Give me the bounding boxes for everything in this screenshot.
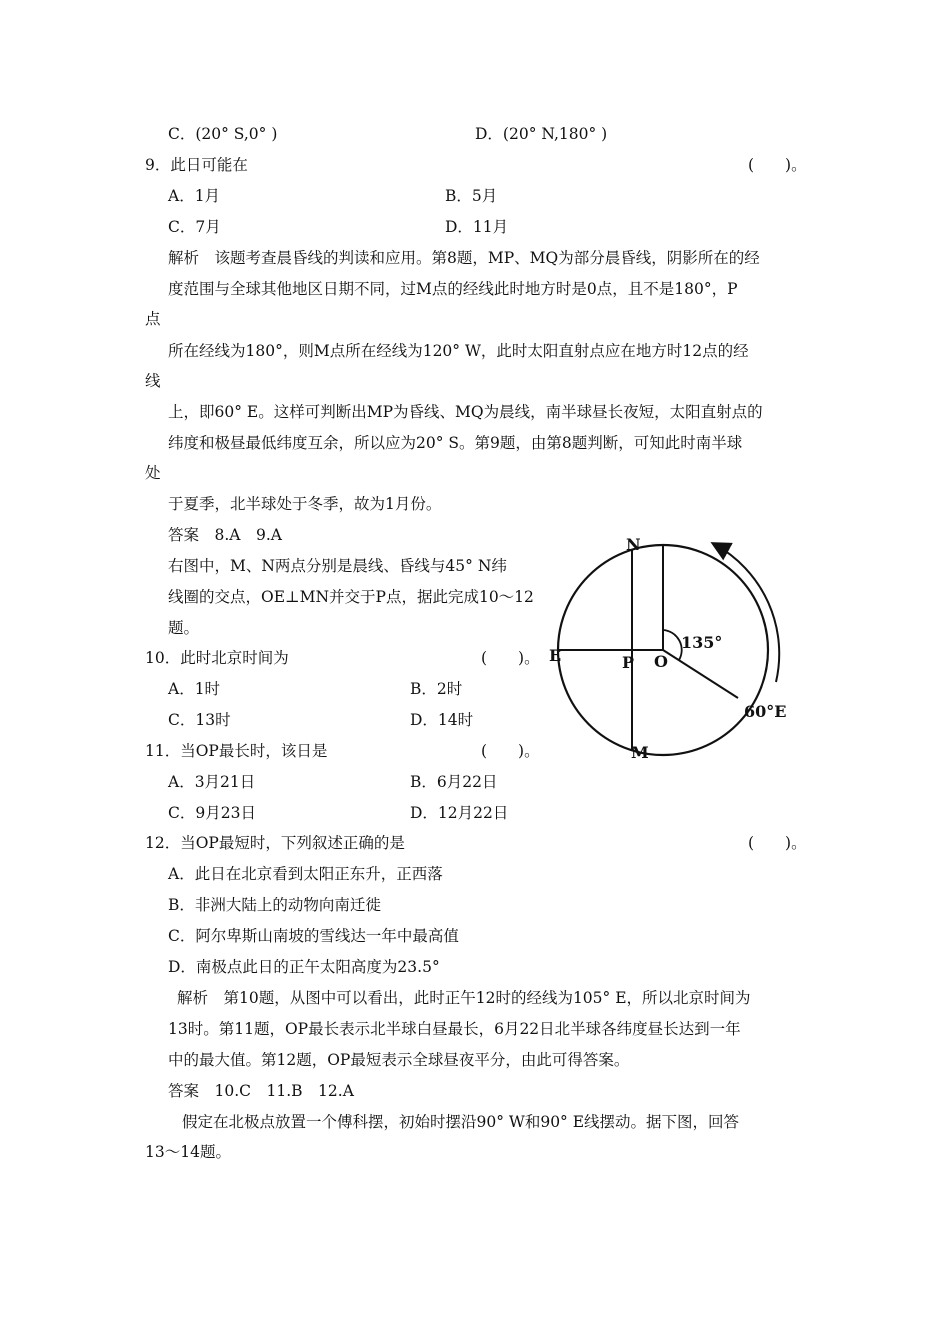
q10-option-a: A．1时 <box>168 680 221 698</box>
analysis-line: 解析 第10题，从图中可以看出，此时正午12时的经线为105° E，所以北京时间为 <box>177 989 751 1007</box>
analysis-line: 度范围与全球其他地区日期不同，过M点的经线此时地方时是0点，且不是180°，P <box>168 280 738 298</box>
q11-bracket: ( )。 <box>481 742 540 760</box>
q11-option-a: A．3月21日 <box>168 773 256 791</box>
label-n: N <box>626 535 641 554</box>
q10-option-c: C．13时 <box>168 711 231 729</box>
q10-question: 10．此时北京时间为 <box>145 649 289 667</box>
analysis-line: 中的最大值。第12题，OP最短表示全球昼夜平分，由此可得答案。 <box>168 1051 630 1069</box>
analysis-line: 上，即60° E。这样可判断出MP为昏线、MQ为晨线，南半球昼长夜短，太阳直射点的 <box>168 403 763 421</box>
answer-10-12: 答案 10.C 11.B 12.A <box>168 1082 354 1100</box>
intro-10-12: 线圈的交点，OE⊥MN并交于P点，据此完成10～12 <box>168 588 534 606</box>
q9-option-a: A．1月 <box>168 187 221 205</box>
q12-option-d: D．南极点此日的正午太阳高度为23.5° <box>168 958 440 976</box>
polar-diagram <box>540 530 800 770</box>
answer-8-9: 答案 8.A 9.A <box>168 526 282 544</box>
intro-10-12: 题。 <box>168 619 200 637</box>
analysis-line: 13时。第11题，OP最长表示北半球白昼最长，6月22日北半球各纬度昼长达到一年 <box>168 1020 741 1038</box>
analysis-line: 点 <box>145 310 161 328</box>
label-e: E <box>549 646 562 665</box>
analysis-line: 处 <box>145 464 161 482</box>
q10-option-b: B．2时 <box>410 680 463 698</box>
q12-question: 12．当OP最短时，下列叙述正确的是 <box>145 834 405 852</box>
analysis-line: 线 <box>145 372 161 390</box>
q9-bracket: ( )。 <box>748 156 807 174</box>
q9-option-b: B．5月 <box>445 187 498 205</box>
label-m: M <box>631 743 649 762</box>
q11-option-b: B．6月22日 <box>410 773 498 791</box>
analysis-line: 纬度和极昼最低纬度互余，所以应为20° S。第9题，由第8题判断，可知此时南半球 <box>168 434 743 452</box>
q11-question: 11．当OP最长时，该日是 <box>145 742 328 760</box>
q9-option-d: D．11月 <box>445 218 509 236</box>
meridian-label: 60°E <box>744 702 787 721</box>
q12-option-c: C．阿尔卑斯山南坡的雪线达一年中最高值 <box>168 927 459 945</box>
q8-option-c: C．(20° S,0° ) <box>168 125 278 143</box>
intro-10-12: 右图中，M、N两点分别是晨线、昏线与45° N纬 <box>168 557 507 575</box>
label-o: O <box>654 652 668 671</box>
angle-label: 135° <box>681 633 723 652</box>
analysis-line: 解析 该题考查晨昏线的判读和应用。第8题，MP、MQ为部分晨昏线，阴影所在的经 <box>168 249 760 267</box>
q12-option-a: A．此日在北京看到太阳正东升，正西落 <box>168 865 443 883</box>
label-p: P <box>622 653 635 672</box>
q9-option-c: C．7月 <box>168 218 221 236</box>
q10-bracket: ( )。 <box>481 649 540 667</box>
q11-option-c: C．9月23日 <box>168 804 256 822</box>
q12-bracket: ( )。 <box>748 834 807 852</box>
meridian-60e <box>663 650 738 698</box>
q11-option-d: D．12月22日 <box>410 804 509 822</box>
intro-13-14: 13～14题。 <box>145 1143 231 1161</box>
analysis-line: 所在经线为180°，则M点所在经线为120° W，此时太阳直射点应在地方时12点的经 <box>168 342 749 360</box>
q10-option-d: D．14时 <box>410 711 474 729</box>
intro-13-14: 假定在北极点放置一个傅科摆，初始时摆沿90° W和90° E线摆动。据下图，回答 <box>182 1113 740 1131</box>
q12-option-b: B．非洲大陆上的动物向南迁徙 <box>168 896 381 914</box>
q9-question: 9．此日可能在 <box>145 156 248 174</box>
q8-option-d: D．(20° N,180° ) <box>475 125 608 143</box>
analysis-line: 于夏季，北半球处于冬季，故为1月份。 <box>168 495 442 513</box>
